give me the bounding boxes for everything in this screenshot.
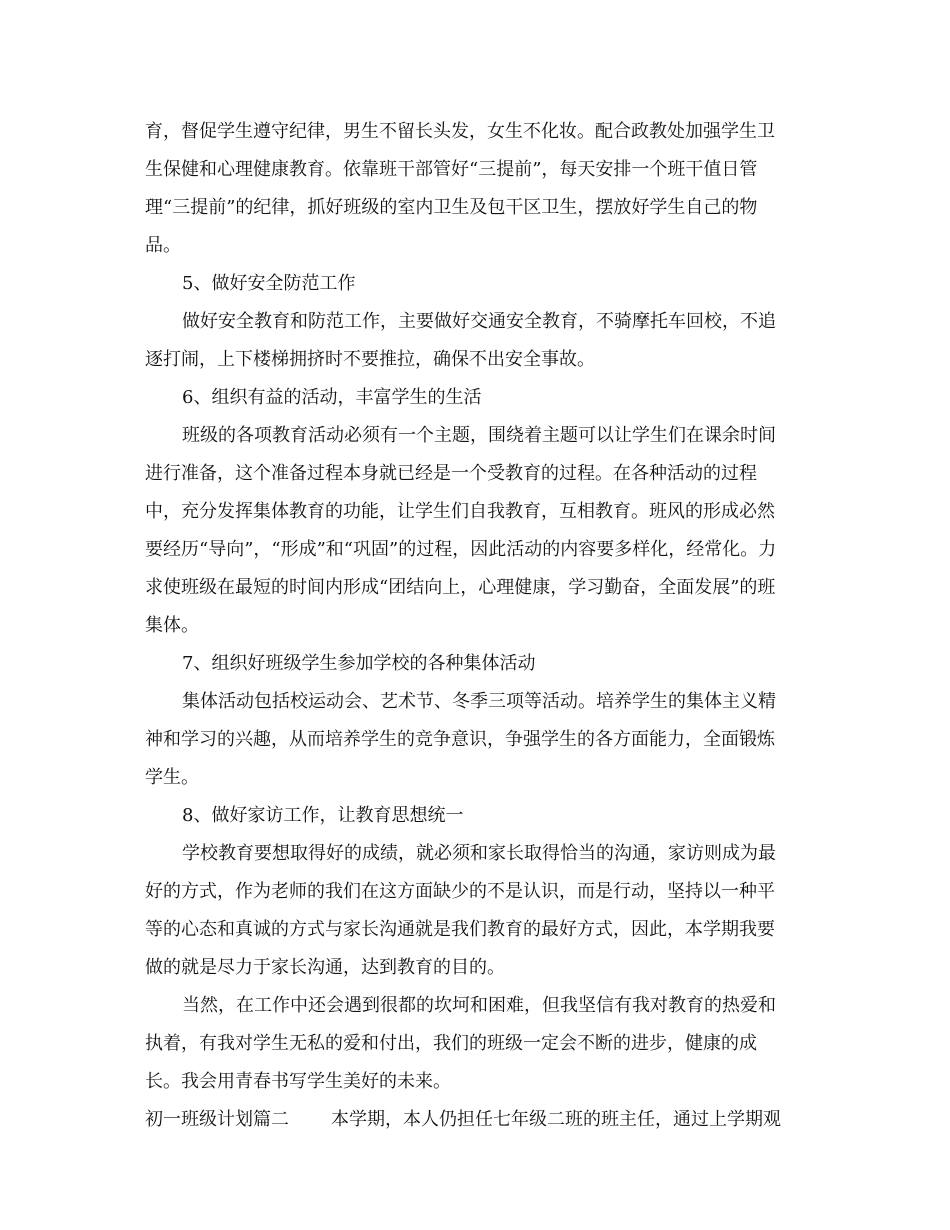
text-line-7: 逐打闹，上下楼梯拥挤时不要推拉，确保不出安全事故。: [145, 349, 595, 370]
heading-group-activities: 7、组织好班级学生参加学校的各种集体活动: [182, 653, 536, 674]
text-line-3: 理“三提前”的纪律，抓好班级的室内卫生及包干区卫生，摆放好学生自己的物: [145, 197, 758, 218]
text-line-22: 等的心态和真诚的方式与家长沟通就是我们教育的最好方式，因此，本学期我要: [145, 919, 775, 940]
section-text: 本学期，本人仍担任七年级二班的班主任，通过上学期观: [331, 1109, 781, 1130]
text-line-25: 执着，有我对学生无私的爱和付出，我们的班级一定会不断的进步，健康的成: [145, 1033, 757, 1054]
document-page: [145, 113, 805, 1139]
text-line-24: 当然，在工作中还会遇到很都的坎坷和困难，但我坚信有我对教育的热爱和: [182, 995, 776, 1016]
text-line-23: 做的就是尽力于家长沟通，达到教育的目的。: [145, 957, 505, 978]
text-line-20: 学校教育要想取得好的成绩，就必须和家长取得恰当的沟通，家访则成为最: [182, 843, 776, 864]
heading-safety: 5、做好安全防范工作: [182, 273, 356, 294]
text-line-11: 中，充分发挥集体教育的功能，让学生们自我教育，互相教育。班风的形成必然: [145, 501, 775, 522]
text-line-2: 生保健和心理健康教育。依靠班干部管好“三提前”，每天安排一个班干值日管: [145, 159, 758, 180]
text-line-17: 神和学习的兴趣，从而培养学生的竞争意识，争强学生的各方面能力，全面锻炼: [145, 729, 775, 750]
text-line-16: 集体活动包括校运动会、艺术节、冬季三项等活动。培养学生的集体主义精: [182, 691, 776, 712]
text-line-18: 学生。: [145, 767, 199, 788]
text-line-21: 好的方式，作为老师的我们在这方面缺少的不是认识，而是行动，坚持以一种平: [145, 881, 775, 902]
text-line-9: 班级的各项教育活动必须有一个主题，围绕着主题可以让学生们在课余时间: [182, 425, 776, 446]
text-line-4: 品。: [145, 235, 181, 256]
text-line-12: 要经历“导向”，“形成”和“巩固”的过程，因此活动的内容要多样化，经常化。力: [145, 539, 777, 560]
text-line-26: 长。我会用青春书写学生美好的未来。: [145, 1071, 451, 1092]
text-line-13: 求使班级在最短的时间内形成“团结向上，心理健康，学习勤奋，全面发展”的班: [145, 577, 776, 598]
text-line-1: 育，督促学生遵守纪律，男生不留长头发，女生不化妆。配合政教处加强学生卫: [145, 121, 775, 142]
heading-home-visits: 8、做好家访工作，让教育思想统一: [182, 805, 464, 826]
section-line: [145, 1101, 805, 1139]
text-line-6: 做好安全教育和防范工作，主要做好交通安全教育，不骑摩托车回校，不追: [182, 311, 776, 332]
text-line-10: 进行准备，这个准备过程本身就已经是一个受教育的过程。在各种活动的过程: [145, 463, 757, 484]
heading-activities: 6、组织有益的活动，丰富学生的生活: [182, 387, 482, 408]
text-line-14: 集体。: [145, 615, 199, 636]
section-title: 初一班级计划篇二: [145, 1109, 289, 1130]
